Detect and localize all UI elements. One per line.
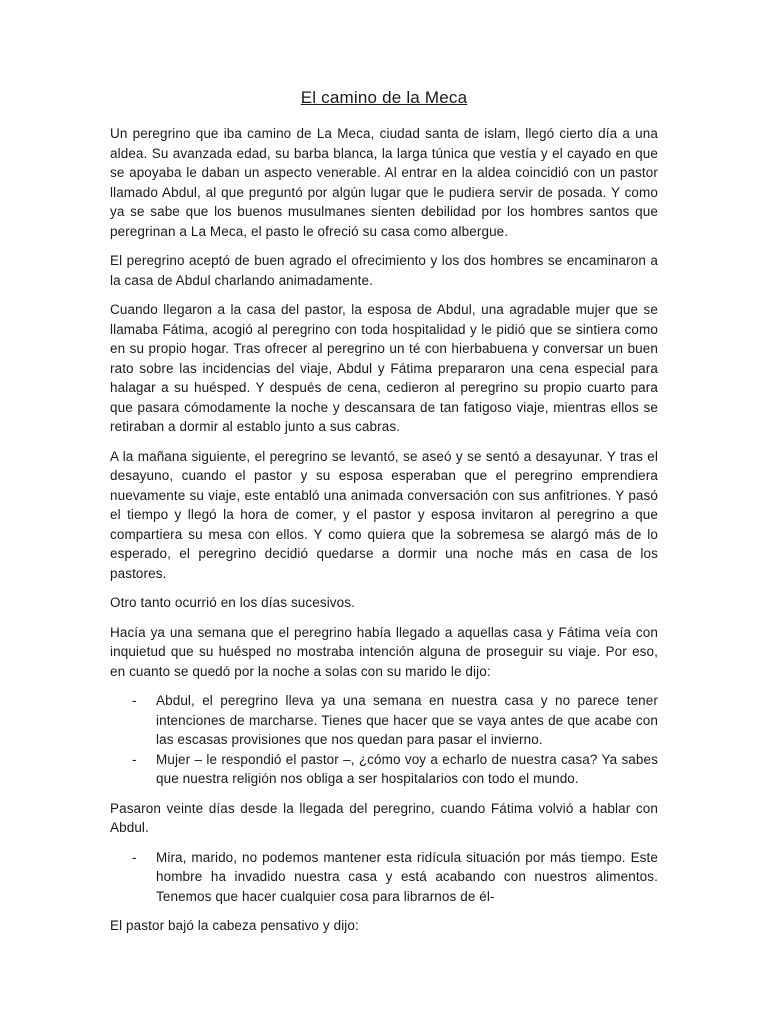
dialogue-text: Mujer – le respondió el pastor –, ¿cómo voy a echarlo de nuestra casa? Ya sabes que nuestra religión nos obliga a ser hospitalarios con todo el mundo. (156, 751, 658, 786)
document-body (110, 124, 658, 936)
paragraph: Un peregrino que iba camino de La Meca, ciudad santa de islam, llegó cierto día a una aldea. Su avanzada edad, su barba blanca, la larga túnica que vestía y el cayado en que se apoyaba le daban un aspecto venerable. Al entrar en la aldea coincidió con un pastor llamado Abdul, al que preguntó por algún lugar que le pudiera servir de posada. Y como ya se sabe que los buenos musulmanes sienten debilidad por los hombres santos que peregrinan a La Meca, el pasto le ofreció su casa como albergue. (110, 126, 658, 239)
dialogue-list (110, 848, 658, 907)
dialogue-item (110, 750, 658, 789)
list-dash-marker: - (132, 751, 137, 767)
paragraph: El pastor bajó la cabeza pensativo y dijo: (110, 918, 359, 933)
paragraph: El peregrino aceptó de buen agrado el ofrecimiento y los dos hombres se encaminaron a la casa de Abdul charlando animadamente. (110, 253, 658, 288)
dialogue-text: Abdul, el peregrino lleva ya una semana en nuestra casa y no parece tener intenciones de marcharse. Tienes que hacer que se vaya antes de que acabe con las escasas provisiones que nos quedan para pasar el invierno. (156, 693, 658, 747)
list-dash-marker: - (132, 849, 137, 865)
paragraph: A la mañana siguiente, el peregrino se levantó, se aseó y se sentó a desayunar. Y tras el desayuno, cuando el pastor y su esposa esperaban que el peregrino emprendiera nuevamente su viaje, este entabló una animada conversación con sus anfitriones. Y pasó el tiempo y llegó la hora de comer, y el pastor y esposa invitaron al peregrino a que compartiera su mesa con ellos. Y como quiera que la sobremesa se alargó más de lo esperado, el peregrino decidió quedarse a dormir una noche más en casa de los pastores. (110, 448, 658, 581)
paragraph: Pasaron veinte días desde la llegada del peregrino, cuando Fátima volvió a hablar con Abdul. (110, 800, 658, 835)
list-dash-marker: - (132, 693, 137, 708)
dialogue-text: Mira, marido, no podemos mantener esta ridícula situación por más tiempo. Este hombre ha invadido nuestra casa y está acabando con nuestros alimentos. Tenemos que hacer cualquier cosa para librarnos de él- (156, 849, 658, 904)
paragraph: Cuando llegaron a la casa del pastor, la esposa de Abdul, una agradable mujer que se llamaba Fátima, acogió al peregrino con toda hospitalidad y le pidió que se sintiera como en su propio hogar. Tras ofrecer al peregrino un té con hierbabuena y conversar un buen rato sobre las incidencias del viaje, Abdul y Fátima prepararon una cena especial para halagar a su huésped. Y después de cena, cedieron al peregrino su propio cuarto para que pasara cómodamente la noche y descansara de tan fatigoso viaje, mientras ellos se retiraban a dormir al establo junto a sus cabras. (110, 302, 658, 434)
paragraph: Otro tanto ocurrió en los días sucesivos. (110, 595, 355, 610)
document-page (110, 86, 658, 946)
dialogue-item (110, 848, 658, 907)
page-title: El camino de la Meca (300, 88, 468, 107)
dialogue-item (110, 691, 658, 750)
dialogue-list (110, 691, 658, 789)
paragraph: Hacía ya una semana que el peregrino había llegado a aquellas casa y Fátima veía con inquietud que su huésped no mostraba intención alguna de proseguir su viaje. Por eso, en cuanto se quedó por la noche a solas con su marido le dijo: (110, 624, 658, 679)
